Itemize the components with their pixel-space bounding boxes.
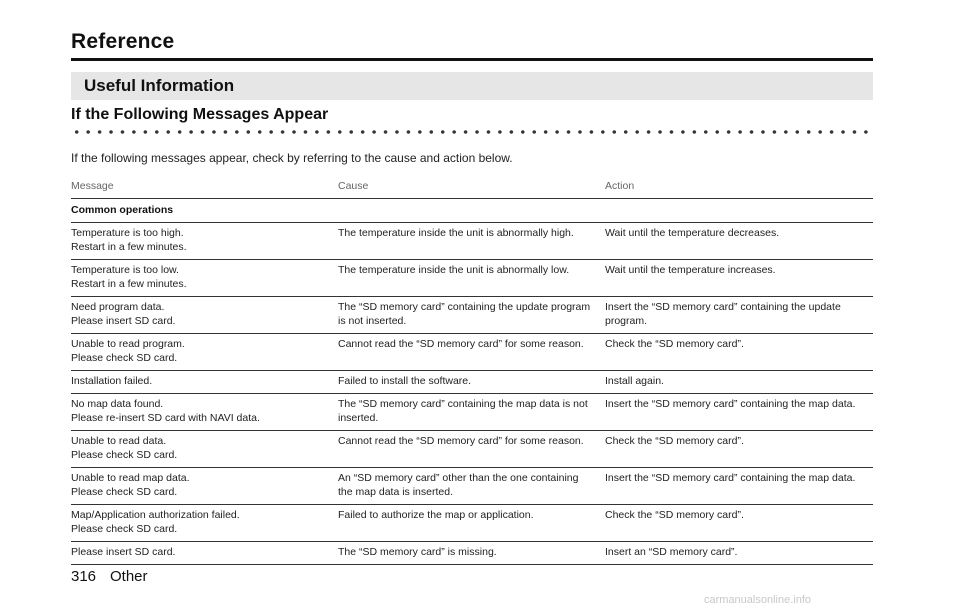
cause-text-line: The “SD memory card” is missing.: [338, 546, 497, 558]
table-row: [71, 431, 873, 468]
action-text-line: Wait until the temperature decreases.: [605, 227, 780, 239]
cell-action: [605, 542, 873, 565]
table-row: [71, 542, 873, 565]
message-text-line: Unable to read map data.: [71, 472, 190, 484]
cell-action: [605, 468, 873, 505]
action-text-line: Wait until the temperature increases.: [605, 264, 776, 276]
section-title: Useful Information: [84, 76, 235, 95]
cell-cause: [338, 371, 605, 394]
action-text-line: Check the “SD memory card”.: [605, 435, 744, 447]
cell-message: [71, 431, 338, 468]
cell-cause: [338, 297, 605, 334]
message-text-line: Unable to read data.: [71, 435, 167, 447]
cell-message: [71, 297, 338, 334]
cell-message: [71, 371, 338, 394]
cell-action: [605, 505, 873, 542]
table-row: [71, 260, 873, 297]
message-text-line: Temperature is too high.: [71, 227, 184, 239]
action-text-line: Insert an “SD memory card”.: [605, 546, 738, 558]
cause-text-line: The temperature inside the unit is abnormally high.: [338, 227, 574, 239]
watermark: carmanualsonline.info: [704, 594, 812, 606]
column-header-action: Action: [605, 176, 873, 199]
table-row: [71, 297, 873, 334]
message-text-line: Please check SD card.: [71, 523, 178, 535]
message-text-line: Please insert SD card.: [71, 546, 176, 558]
message-text-line: Restart in a few minutes.: [71, 241, 187, 253]
action-text-line: Insert the “SD memory card” containing the update: [605, 301, 841, 313]
subsection-title: If the Following Messages Appear: [71, 106, 329, 123]
cell-message: [71, 505, 338, 542]
table-row: [71, 223, 873, 260]
intro-text: If the following messages appear, check by referring to the cause and action below.: [71, 151, 513, 165]
cause-text-line: Failed to install the software.: [338, 375, 472, 387]
messages-table: [71, 176, 873, 565]
action-text-line: program.: [605, 315, 648, 327]
message-text-line: Need program data.: [71, 301, 165, 313]
cause-text-line: inserted.: [338, 412, 379, 424]
cell-cause: [338, 260, 605, 297]
cause-text-line: the map data is inserted.: [338, 486, 453, 498]
cell-cause: [338, 542, 605, 565]
group-label: Common operations: [71, 199, 873, 223]
cell-action: [605, 260, 873, 297]
message-text-line: Temperature is too low.: [71, 264, 179, 276]
message-text-line: Unable to read program.: [71, 338, 185, 350]
title-rule: [71, 58, 873, 61]
action-text-line: Insert the “SD memory card” containing the map data.: [605, 398, 856, 410]
group-row: [71, 199, 873, 223]
message-text-line: Restart in a few minutes.: [71, 278, 187, 290]
column-header-cause: Cause: [338, 176, 605, 199]
section-header: [71, 72, 873, 100]
cause-text-line: The “SD memory card” containing the update program: [338, 301, 591, 313]
cell-message: [71, 223, 338, 260]
cause-text-line: Failed to authorize the map or application.: [338, 509, 534, 521]
cell-action: [605, 297, 873, 334]
cell-action: [605, 394, 873, 431]
column-header-message: Message: [71, 176, 338, 199]
footer-section-name: Other: [110, 568, 148, 585]
action-text-line: Install again.: [605, 375, 664, 387]
table-row: [71, 334, 873, 371]
cause-text-line: Cannot read the “SD memory card” for some reason.: [338, 435, 584, 447]
message-text-line: Please check SD card.: [71, 352, 178, 364]
cell-cause: [338, 468, 605, 505]
action-text-line: Check the “SD memory card”.: [605, 509, 744, 521]
cause-text-line: The “SD memory card” containing the map data is not: [338, 398, 588, 410]
cell-action: [605, 334, 873, 371]
cell-cause: [338, 223, 605, 260]
cell-message: [71, 542, 338, 565]
cell-message: [71, 260, 338, 297]
page-title: Reference: [71, 30, 175, 53]
message-text-line: Please insert SD card.: [71, 315, 176, 327]
cause-text-line: An “SD memory card” other than the one containing: [338, 472, 579, 484]
cause-text-line: Cannot read the “SD memory card” for some reason.: [338, 338, 584, 350]
page-number: 316: [71, 568, 97, 585]
message-text-line: Please check SD card.: [71, 449, 178, 461]
table-row: [71, 468, 873, 505]
cell-cause: [338, 505, 605, 542]
table-header-row: [71, 176, 873, 199]
message-text-line: Map/Application authorization failed.: [71, 509, 240, 521]
cell-action: [605, 371, 873, 394]
cell-cause: [338, 431, 605, 468]
message-text-line: No map data found.: [71, 398, 164, 410]
dotted-divider: [71, 129, 873, 135]
cell-action: [605, 223, 873, 260]
action-text-line: Insert the “SD memory card” containing the map data.: [605, 472, 856, 484]
cell-cause: [338, 394, 605, 431]
cell-message: [71, 468, 338, 505]
table-row: [71, 371, 873, 394]
cell-cause: [338, 334, 605, 371]
table-row: [71, 394, 873, 431]
table-row: [71, 505, 873, 542]
message-text-line: Please re-insert SD card with NAVI data.: [71, 412, 260, 424]
message-text-line: Installation failed.: [71, 375, 153, 387]
cell-message: [71, 334, 338, 371]
cause-text-line: is not inserted.: [338, 315, 407, 327]
action-text-line: Check the “SD memory card”.: [605, 338, 744, 350]
cell-message: [71, 394, 338, 431]
cause-text-line: The temperature inside the unit is abnormally low.: [338, 264, 570, 276]
cell-action: [605, 431, 873, 468]
message-text-line: Please check SD card.: [71, 486, 178, 498]
